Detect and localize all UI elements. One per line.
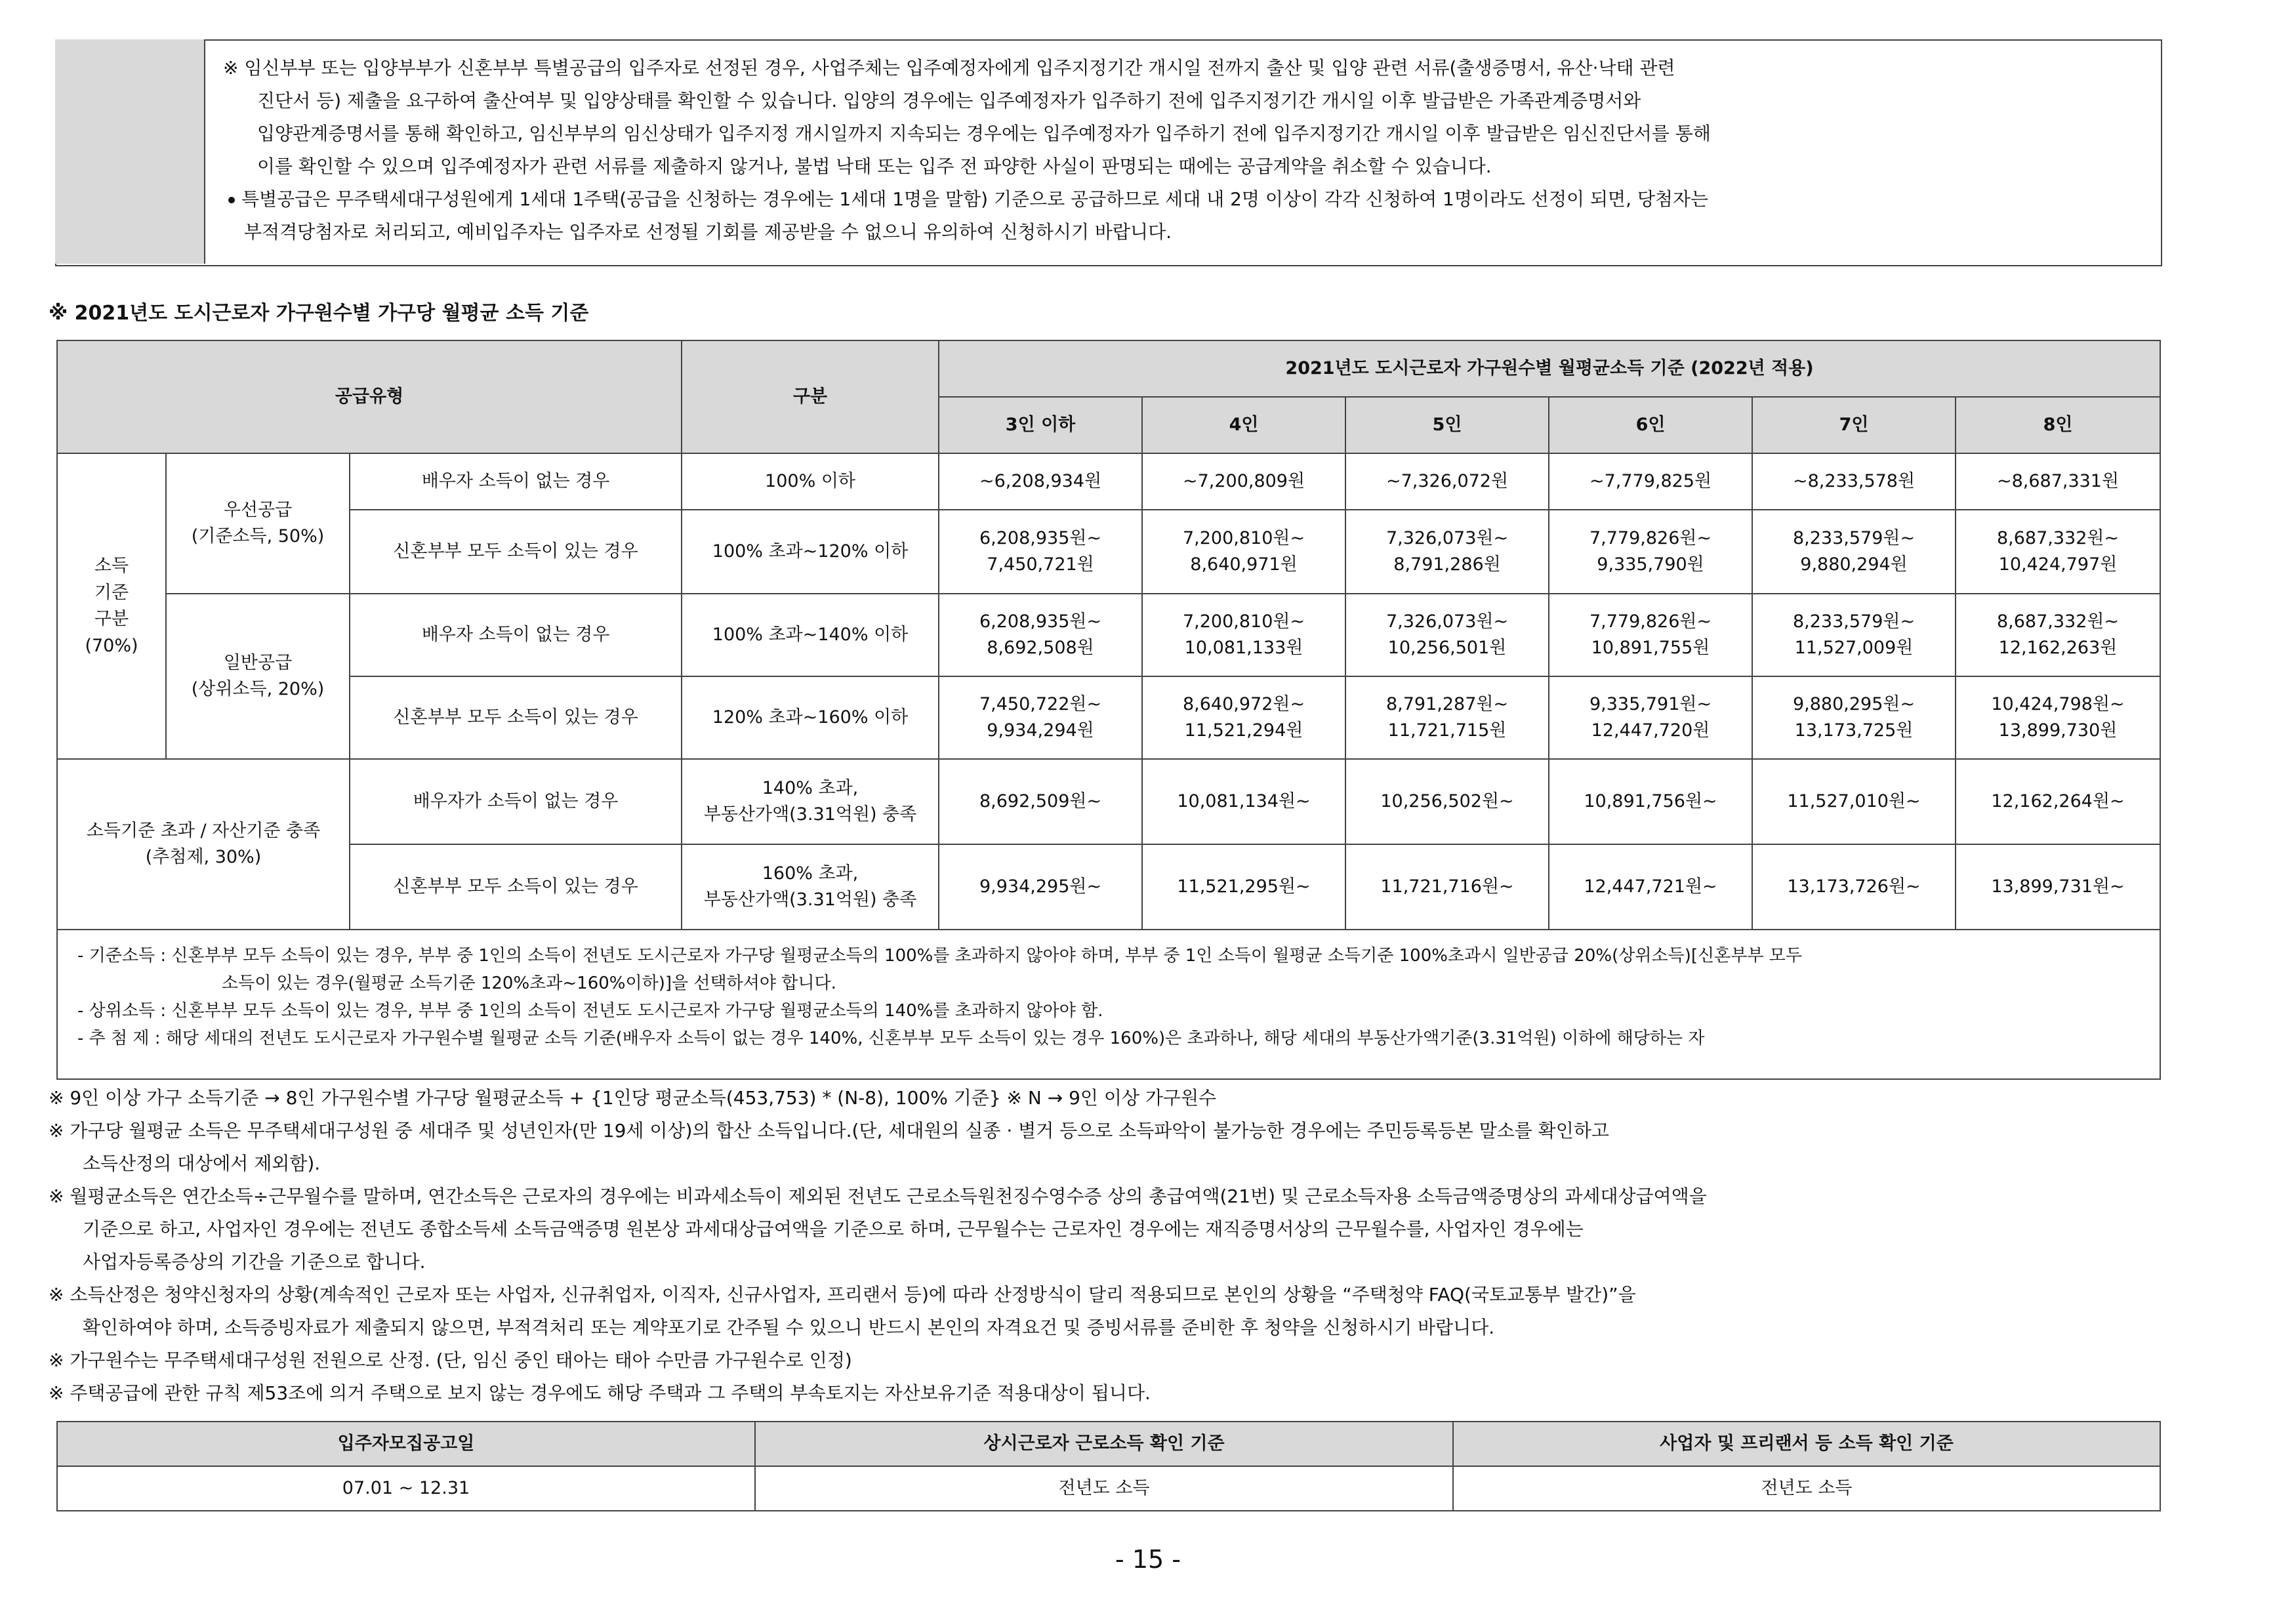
income-cell: 7,450,722원~ 9,934,294원 bbox=[939, 676, 1142, 759]
header-supply-type: 공급유형 bbox=[57, 340, 682, 453]
header-size-8: 8인 bbox=[1956, 397, 2160, 453]
row-condition: 배우자 소득이 없는 경우 bbox=[350, 453, 682, 510]
income-cell: 7,200,810원~ 8,640,971원 bbox=[1142, 510, 1345, 594]
income-cell: 7,326,073원~ 8,791,286원 bbox=[1345, 510, 1549, 594]
priority-supply-label: 우선공급 (기준소득, 50%) bbox=[166, 453, 350, 594]
header-worker-income: 상시근로자 근로소득 확인 기준 bbox=[755, 1422, 1453, 1466]
row-range: 140% 초과, 부동산가액(3.31억원) 충족 bbox=[682, 759, 939, 844]
income-cell: 11,721,716원~ bbox=[1345, 844, 1549, 930]
income-cell: 7,779,826원~ 9,335,790원 bbox=[1549, 510, 1752, 594]
table-footnote-cell bbox=[57, 930, 2160, 1079]
note-line: 소득산정의 대상에서 제외함). bbox=[83, 1153, 321, 1174]
lottery-supply-label: 소득기준 초과 / 자산기준 충족 (추첨제, 30%) bbox=[57, 759, 350, 930]
note-line: ※ 9인 이상 가구 소득기준 → 8인 가구원수별 가구당 월평균소득 + {1인당 평균소득(453,753) * (N-8), 100% 기준} ※ N → 9인 이상 가구원수 bbox=[49, 1087, 1217, 1109]
notice-bullet-line bbox=[228, 185, 1708, 211]
income-cell: 10,256,502원~ bbox=[1345, 759, 1549, 844]
income-cell: 8,687,332원~ 10,424,797원 bbox=[1956, 510, 2160, 594]
income-standard-group-label: 소득 기준 구분 (70%) bbox=[57, 453, 166, 759]
income-cell: 9,880,295원~ 13,173,725원 bbox=[1752, 676, 1956, 759]
income-cell: 12,162,264원~ bbox=[1956, 759, 2160, 844]
row-condition: 신혼부부 모두 소득이 있는 경우 bbox=[350, 676, 682, 759]
income-check-table bbox=[56, 1421, 2161, 1511]
notice-box-label-cell bbox=[55, 39, 205, 264]
note-line: ※ 주택공급에 관한 규칙 제53조에 의거 주택으로 보지 않는 경우에도 해당 주택과 그 주택의 부속토지는 자산보유기준 적용대상이 됩니다. bbox=[49, 1382, 1151, 1404]
business-income-cell: 전년도 소득 bbox=[1453, 1466, 2160, 1511]
row-condition: 배우자가 소득이 없는 경우 bbox=[350, 759, 682, 844]
header-size-5: 5인 bbox=[1345, 397, 1549, 453]
income-cell: 7,200,810원~ 10,081,133원 bbox=[1142, 594, 1345, 676]
table-footnote: 소득이 있는 경우(월평균 소득기준 120%초과~160%이하)]을 선택하셔야 합니다. bbox=[222, 974, 836, 993]
note-line: 확인하여야 하며, 소득증빙자료가 제출되지 않으면, 부적격처리 또는 계약포기로 간주될 수 있으니 반드시 본인의 자격요건 및 증빙서류를 준비한 후 청약을 신청하시기 바랍니다. bbox=[83, 1317, 1495, 1338]
income-cell: ~8,233,578원 bbox=[1752, 453, 1956, 510]
income-cell: 8,233,579원~ 9,880,294원 bbox=[1752, 510, 1956, 594]
income-cell: ~7,779,825원 bbox=[1549, 453, 1752, 510]
income-cell: 7,326,073원~ 10,256,501원 bbox=[1345, 594, 1549, 676]
income-cell: ~7,200,809원 bbox=[1142, 453, 1345, 510]
income-cell: 10,891,756원~ bbox=[1549, 759, 1752, 844]
header-classification: 구분 bbox=[682, 340, 939, 453]
notice-line: 부적격당첨자로 처리되고, 예비입주자는 입주자로 선정될 기회를 제공받을 수 없으니 유의하여 신청하시기 바랍니다. bbox=[244, 221, 1172, 243]
header-announce-date: 입주자모집공고일 bbox=[57, 1422, 755, 1466]
income-cell: 8,687,332원~ 12,162,263원 bbox=[1956, 594, 2160, 676]
table-footnote: - 기준소득 : 신혼부부 모두 소득이 있는 경우, 부부 중 1인의 소득이 전년도 도시근로자 가구당 월평균소득의 100%를 초과하지 않아야 하며, 부부 중 1인 소득이 월평균 소득기준 100%초과시 일반공급 20%(상위소득)[신혼부부 모두 bbox=[77, 946, 1802, 966]
income-cell: 11,521,295원~ bbox=[1142, 844, 1345, 930]
income-cell: 10,081,134원~ bbox=[1142, 759, 1345, 844]
income-cell: 9,934,295원~ bbox=[939, 844, 1142, 930]
row-condition: 배우자 소득이 없는 경우 bbox=[350, 594, 682, 676]
income-cell: 8,791,287원~ 11,721,715원 bbox=[1345, 676, 1549, 759]
income-cell: 9,335,791원~ 12,447,720원 bbox=[1549, 676, 1752, 759]
row-range: 120% 초과~160% 이하 bbox=[682, 676, 939, 759]
note-line: 기준으로 하고, 사업자인 경우에는 전년도 종합소득세 소득금액증명 원본상 과세대상급여액을 기준으로 하며, 근무월수는 근로자인 경우에는 재직증명서상의 근무월수를, 사업자인 경우에는 bbox=[83, 1218, 1584, 1240]
income-cell: 8,692,509원~ bbox=[939, 759, 1142, 844]
income-cell: 6,208,935원~ 7,450,721원 bbox=[939, 510, 1142, 594]
row-range: 100% 초과~140% 이하 bbox=[682, 594, 939, 676]
notice-line: 입양관계증명서를 통해 확인하고, 임신부부의 임신상태가 입주지정 개시일까지 지속되는 경우에는 입주예정자가 입주하기 전에 입주지정기간 개시일 이후 발급받은 임신진단서를 통해 bbox=[257, 123, 1711, 144]
note-line: 사업자등록증상의 기간을 기준으로 합니다. bbox=[83, 1251, 426, 1273]
header-size-6: 6인 bbox=[1549, 397, 1752, 453]
row-condition: 신혼부부 모두 소득이 있는 경우 bbox=[350, 844, 682, 930]
section-title: ※ 2021년도 도시근로자 가구원수별 가구당 월평균 소득 기준 bbox=[49, 302, 589, 325]
income-cell: 7,779,826원~ 10,891,755원 bbox=[1549, 594, 1752, 676]
notice-line: 이를 확인할 수 있으며 입주예정자가 관련 서류를 제출하지 않거나, 불법 낙태 또는 입주 전 파양한 사실이 판명되는 때에는 공급계약을 취소할 수 있습니다. bbox=[257, 155, 1492, 177]
income-cell: ~7,326,072원 bbox=[1345, 453, 1549, 510]
income-cell: 11,527,010원~ bbox=[1752, 759, 1956, 844]
income-cell: 12,447,721원~ bbox=[1549, 844, 1752, 930]
announce-date-cell: 07.01 ~ 12.31 bbox=[57, 1466, 755, 1511]
notice-line: 진단서 등) 제출을 요구하여 출산여부 및 입양상태를 확인할 수 있습니다. 입양의 경우에는 입주예정자가 입주하기 전에 입주지정기간 개시일 이후 발급받은 가족관계증명서와 bbox=[257, 90, 1641, 112]
notice-bullet-text: 특별공급은 무주택세대구성원에게 1세대 1주택(공급을 신청하는 경우에는 1세대 1명을 말함) 기준으로 공급하므로 세대 내 2명 이상이 각각 신청하여 1명이라도 선정이 되면, 당첨자는 bbox=[241, 188, 1709, 210]
row-range: 160% 초과, 부동산가액(3.31억원) 충족 bbox=[682, 844, 939, 930]
income-cell: ~6,208,934원 bbox=[939, 453, 1142, 510]
income-cell: 13,899,731원~ bbox=[1956, 844, 2160, 930]
note-line: ※ 소득산정은 청약신청자의 상황(계속적인 근로자 또는 사업자, 신규취업자, 이직자, 신규사업자, 프리랜서 등)에 따라 산정방식이 달리 적용되므로 본인의 상황을 “주택청약 FAQ(국토교통부 발간)”을 bbox=[49, 1284, 1636, 1305]
header-income-standard: 2021년도 도시근로자 가구원수별 월평균소득 기준 (2022년 적용) bbox=[939, 340, 2160, 397]
income-cell: 13,173,726원~ bbox=[1752, 844, 1956, 930]
page-number: - 15 - bbox=[1115, 1545, 1181, 1574]
row-range: 100% 이하 bbox=[682, 453, 939, 510]
income-cell: 8,640,972원~ 11,521,294원 bbox=[1142, 676, 1345, 759]
row-range: 100% 초과~120% 이하 bbox=[682, 510, 939, 594]
note-line: ※ 가구원수는 무주택세대구성원 전원으로 산정. (단, 임신 중인 태아는 태아 수만큼 가구원수로 인정) bbox=[49, 1349, 852, 1371]
row-condition: 신혼부부 모두 소득이 있는 경우 bbox=[350, 510, 682, 594]
notice-line: ※ 임신부부 또는 입양부부가 신혼부부 특별공급의 입주자로 선정된 경우, 사업주체는 입주예정자에게 입주지정기간 개시일 전까지 출산 및 입양 관련 서류(출생증명서, 유산·낙태 관련 bbox=[223, 57, 1675, 79]
header-size-4: 4인 bbox=[1142, 397, 1345, 453]
income-cell: 10,424,798원~ 13,899,730원 bbox=[1956, 676, 2160, 759]
general-supply-label: 일반공급 (상위소득, 20%) bbox=[166, 594, 350, 759]
header-size-7: 7인 bbox=[1752, 397, 1956, 453]
note-line: ※ 월평균소득은 연간소득÷근무월수를 말하며, 연간소득은 근로자의 경우에는 비과세소득이 제외된 전년도 근로소득원천징수영수증 상의 총급여액(21번) 및 근로소득자용 소득금액증명상의 과세대상급여액을 bbox=[49, 1185, 1707, 1207]
income-cell: 6,208,935원~ 8,692,508원 bbox=[939, 594, 1142, 676]
note-line: ※ 가구당 월평균 소득은 무주택세대구성원 중 세대주 및 성년인자(만 19세 이상)의 합산 소득입니다.(단, 세대원의 실종 · 별거 등으로 소득파악이 불가능한 경우에는 주민등록등본 말소를 확인하고 bbox=[49, 1120, 1609, 1141]
header-size-3: 3인 이하 bbox=[939, 397, 1142, 453]
income-standard-table bbox=[56, 340, 2161, 1080]
table-footnote: - 추 첨 제 : 해당 세대의 전년도 도시근로자 가구원수별 월평균 소득 기준(배우자 소득이 없는 경우 140%, 신혼부부 모두 소득이 있는 경우 160%)은 초과하나, 해당 세대의 부동산가액기준(3.31억원) 이하에 해당하는 자 bbox=[77, 1029, 1705, 1048]
income-cell: 8,233,579원~ 11,527,009원 bbox=[1752, 594, 1956, 676]
worker-income-cell: 전년도 소득 bbox=[755, 1466, 1453, 1511]
header-business-income: 사업자 및 프리랜서 등 소득 확인 기준 bbox=[1453, 1422, 2160, 1466]
income-cell: ~8,687,331원 bbox=[1956, 453, 2160, 510]
bullet-icon bbox=[228, 197, 235, 203]
table-footnote: - 상위소득 : 신혼부부 모두 소득이 있는 경우, 부부 중 1인의 소득이 전년도 도시근로자 가구당 월평균소득의 140%를 초과하지 않아야 함. bbox=[77, 1001, 1103, 1021]
